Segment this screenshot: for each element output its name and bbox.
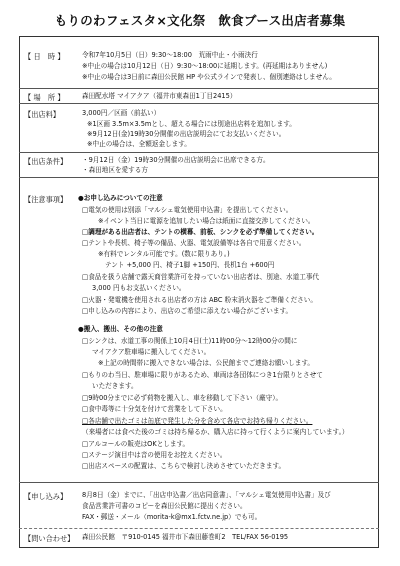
notes-heading-logistics: ●搬入、搬出、その他の注意 — [78, 325, 163, 333]
note-sink-sub: ※上記の時間帯に搬入できない場合は、公民館までご連絡お願いします。 — [98, 359, 314, 367]
condition-1: ・9月12日（金）19時30分開催の出店説明会に出席できる方。 — [82, 156, 270, 164]
note-sink: □シンクは、水道工事の関係上10月4日(土)11時00分～12時00分の間に — [82, 337, 298, 345]
label-fee: 【出店料】 — [24, 110, 60, 119]
label-place: 【 場 所 】 — [24, 93, 65, 102]
label-apply: 【申し込み】 — [24, 492, 68, 501]
apply-line-2: 食品営業許可書のコピーを森田公民館に提出ください。 — [82, 502, 247, 510]
note-equipment: □テントや長机、椅子等の備品、火器、電気設備等は各自で用意ください。 — [82, 239, 306, 247]
divider-conditions — [19, 177, 379, 178]
note-garbage-sub: （来場者には食べた後のゴミは持ち帰るか、購入店に持って行くように案内しています。） — [82, 428, 349, 436]
note-alcohol: □アルコールの販売はOKとします。 — [82, 440, 190, 448]
note-water-fee: □食品を扱う店舗で露天商営業許可を持っていない出店者は、別途、水道工事代 — [82, 273, 320, 281]
label-conditions: 【出店条件】 — [24, 157, 68, 166]
note-layout: □出店スペースの配置は、こちらで検討し決めさせていただきます。 — [82, 462, 286, 470]
note-electric-sub: ※イベント当日に電源を追加したい場合は紙面に直接交渉してください。 — [98, 217, 315, 225]
note-content: □申し込みの内容により、出店のご希望に添えない場合がございます。 — [82, 307, 293, 315]
apply-line-1: 8月8日（金）までに、「出店申込書／出店同意書」、「マルシェ電気使用申込書」及び — [82, 491, 331, 499]
fee-size-note: ※1区画 3.5m×3.5mとし、超える場合には別途出店料を追加します。 — [87, 120, 296, 128]
divider-place — [19, 103, 379, 104]
label-date: 【 日 時 】 — [24, 52, 65, 61]
apply-line-3: FAX・郵送・メール（morita-k@mx1.fctv.ne.jp）でも可。 — [82, 513, 262, 521]
label-contact: 【問い合わせ】 — [24, 534, 75, 543]
divider-notes — [19, 482, 379, 483]
note-rental-prices: テント +5,000 円、椅子1脚 +150円、長机1台 +600円 — [105, 261, 275, 269]
content-frame — [19, 36, 379, 548]
divider-date — [19, 88, 379, 89]
divider-apply — [19, 528, 379, 529]
note-parking: □もりのわ当日、駐車場に限りがあるため、車両は各団体につき1台限りとさせて — [82, 371, 323, 379]
note-rental: ※有料でレンタル可能です。(数に限りあり。) — [98, 250, 230, 258]
notes-heading-application: ●お申し込みについての注意 — [78, 194, 163, 202]
postpone-note: ※中止の場合は10月12日（日）9:30～18:00に延期します。(再延期はありません) — [82, 62, 328, 70]
note-loadin: □9時00分までに必ず荷物を搬入し、車を移動して下さい（厳守）。 — [82, 394, 283, 402]
page-title: もりのわフェスタ×文化祭 飲食ブース出店者募集 — [54, 13, 346, 28]
note-water-fee-amount: 3,000 円もお支払いください。 — [92, 284, 186, 292]
fee-refund-note: ※中止の場合は、全額返金します。 — [87, 140, 191, 148]
condition-2: ・森田地区を愛する方 — [82, 166, 148, 174]
note-parking-cont: いただきます。 — [92, 382, 138, 390]
place-line: 森田配水塔 マイアクア（福井市東森田1丁目2415） — [82, 92, 237, 100]
fee-line: 3,000円／区画（前払い） — [82, 109, 161, 117]
cancel-note: ※中止の場合は3日前に森田公民館 HP や公式ラインで発表し、個別連絡はしません。 — [82, 73, 336, 81]
note-extinguisher: □火器・発電機を使用される出店者の方は ABC 粉末消火器をご準備ください。 — [82, 296, 317, 304]
date-line: 令和7年10月5日（日）9:30～18:00 荒雨中止・小雨決行 — [82, 51, 258, 59]
note-electric: □電気の使用は別添「マルシェ電気使用申込書」を提出してください。 — [82, 206, 293, 214]
fee-payment-note: ※9月12日(金)19時30分開催の出店説明会にてお支払いください。 — [87, 130, 286, 138]
note-sink-cont: マイアクア駐車場に搬入してください。 — [92, 348, 211, 356]
label-notes: 【注意事項】 — [24, 195, 68, 204]
note-garbage: □各店舗で出たゴミは缶底で発生した分を含めて各店でお持ち帰りください。 — [82, 417, 313, 425]
divider-fee — [19, 152, 379, 153]
contact-line: 森田公民館 〒910-0145 福井市下森田藤巻町2 TEL/FAX 56-0195 — [82, 533, 289, 541]
note-cooking: □調理がある出店者は、テントの横幕、前板、シンクを必ず準備してください。 — [82, 228, 319, 236]
note-food-safety: □食中毒等に十分気を付けて営業をして下さい。 — [82, 405, 227, 413]
note-stage: □ステージ演目中は音の使用をお控えください。 — [82, 451, 227, 459]
